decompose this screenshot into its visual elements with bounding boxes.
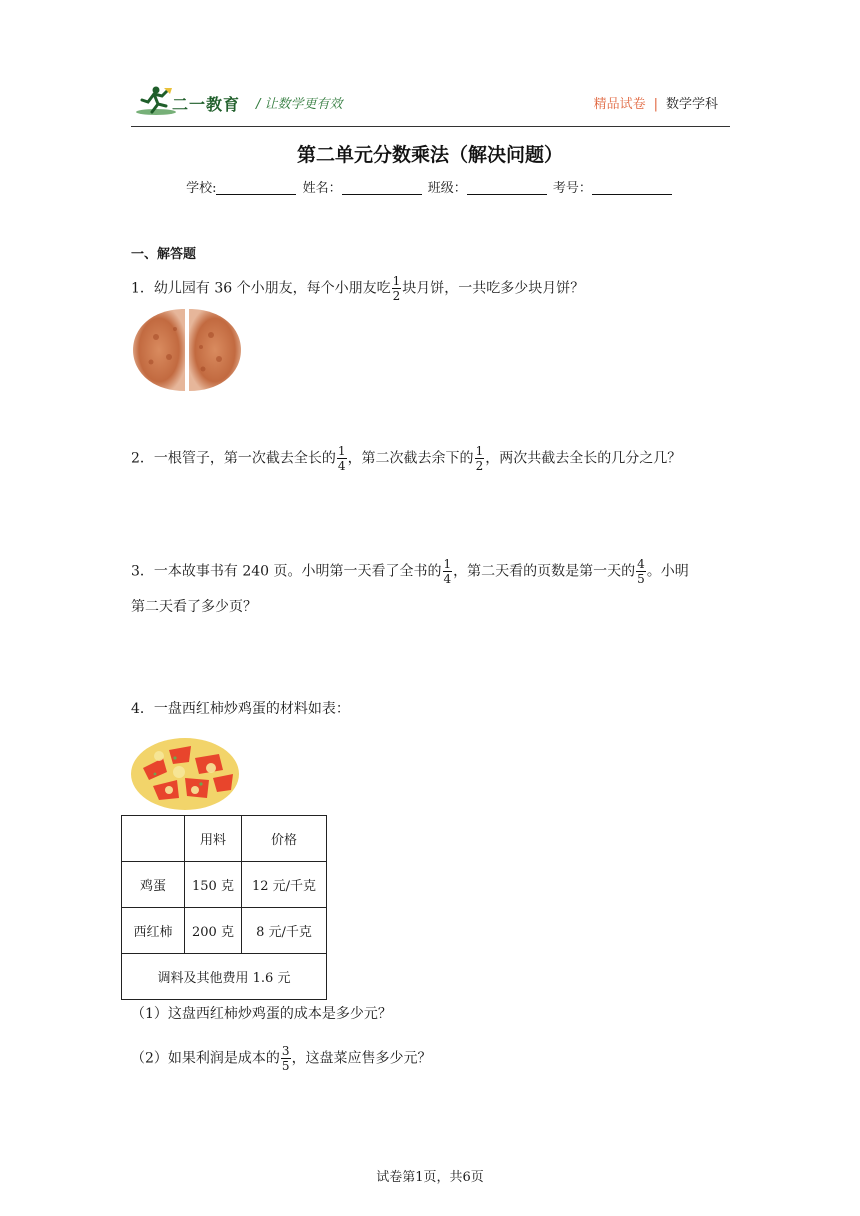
q4-2-text-a: （2）如果利润是成本的 xyxy=(131,1050,280,1067)
tag-separator: | xyxy=(653,97,658,112)
subject-tag: 数学学科 xyxy=(665,97,718,112)
fraction-numerator: 1 xyxy=(475,444,484,458)
question-3-line2: 第二天看了多少页？ xyxy=(131,599,257,615)
table-footer-cell: 调料及其他费用 1.6 元 xyxy=(122,954,327,1000)
fraction-denominator: 5 xyxy=(637,572,645,586)
name-label: 姓名： xyxy=(302,181,342,196)
fraction-denominator: 2 xyxy=(392,289,401,303)
fraction-denominator: 4 xyxy=(443,572,452,586)
fraction-denominator: 2 xyxy=(475,459,484,473)
question-4-part-2 xyxy=(131,1044,432,1073)
student-info-row xyxy=(0,177,860,196)
logo-text: 二一教育 xyxy=(172,95,241,114)
table-header-cell: 价格 xyxy=(242,816,327,862)
q2-fraction-2 xyxy=(475,444,485,473)
table-header-cell xyxy=(122,816,185,862)
mooncake-image xyxy=(131,307,242,393)
q4-2-fraction xyxy=(281,1044,291,1073)
question-2 xyxy=(131,444,681,473)
header-tags xyxy=(594,93,718,112)
q3-text-c: 。小明 xyxy=(646,563,689,580)
school-label: 学校: xyxy=(186,181,217,196)
table-header-row xyxy=(122,816,327,862)
fraction-numerator: 1 xyxy=(392,274,401,288)
class-blank[interactable] xyxy=(467,180,547,195)
question-4: 4．一盘西红柿炒鸡蛋的材料如表： xyxy=(131,701,350,717)
slogan: / 让数学更有效 xyxy=(256,97,343,112)
class-label: 班级： xyxy=(427,181,467,196)
table-cell: 200 克 xyxy=(185,908,242,954)
fraction-numerator: 1 xyxy=(337,444,346,458)
table-cell: 12 元/千克 xyxy=(242,862,327,908)
q2-text-b: ，第二次截去余下的 xyxy=(347,450,474,467)
fraction-denominator: 5 xyxy=(281,1059,290,1073)
premium-paper-tag: 精品试卷 xyxy=(593,97,646,112)
table-footer-row xyxy=(122,954,327,1000)
q3-text-a: 3．一本故事书有 240 页。小明第一天看了全书的 xyxy=(131,563,442,580)
table-row xyxy=(122,908,327,954)
table-cell: 西红柿 xyxy=(122,908,185,954)
q4-2-text-b: ，这盘菜应售多少元？ xyxy=(291,1050,432,1067)
table-header-cell: 用料 xyxy=(185,816,242,862)
q1-fraction xyxy=(392,274,402,303)
page-title: 第二单元分数乘法（解决问题） xyxy=(296,144,563,166)
q3-text-b: ，第二天看的页数是第一天的 xyxy=(453,563,636,580)
fraction-denominator: 4 xyxy=(337,459,346,473)
q2-text-a: 2．一根管子，第一次截去全长的 xyxy=(131,450,336,467)
question-1 xyxy=(131,274,584,303)
fraction-numerator: 3 xyxy=(281,1044,290,1058)
section-title: 一、解答题 xyxy=(131,247,197,262)
q2-fraction-1 xyxy=(337,444,347,473)
exam-no-blank[interactable] xyxy=(592,180,672,195)
fraction-numerator: 4 xyxy=(637,557,645,571)
school-blank[interactable] xyxy=(216,180,296,195)
table-cell: 150 克 xyxy=(185,862,242,908)
q1-text-a: 1．幼儿园有 36 个小朋友，每个小朋友吃 xyxy=(131,280,391,297)
header-divider xyxy=(131,126,730,127)
q1-text-b: 块月饼，一共吃多少块月饼？ xyxy=(402,280,585,297)
tomato-egg-dish-image xyxy=(129,728,241,812)
page-footer: 试卷第1页，共6页 xyxy=(376,1170,484,1185)
q3-fraction-1 xyxy=(443,557,453,586)
fraction-numerator: 1 xyxy=(443,557,452,571)
question-4-part-1: （1）这盘西红柿炒鸡蛋的成本是多少元？ xyxy=(131,1006,392,1022)
q2-text-c: ，两次共截去全长的几分之几？ xyxy=(485,450,682,467)
table-cell: 鸡蛋 xyxy=(122,862,185,908)
name-blank[interactable] xyxy=(342,180,422,195)
materials-table xyxy=(121,815,327,1000)
exam-no-label: 考号： xyxy=(552,181,592,196)
q3-fraction-2 xyxy=(636,557,646,586)
table-row xyxy=(122,862,327,908)
question-3 xyxy=(131,557,689,586)
table-cell: 8 元/千克 xyxy=(242,908,327,954)
